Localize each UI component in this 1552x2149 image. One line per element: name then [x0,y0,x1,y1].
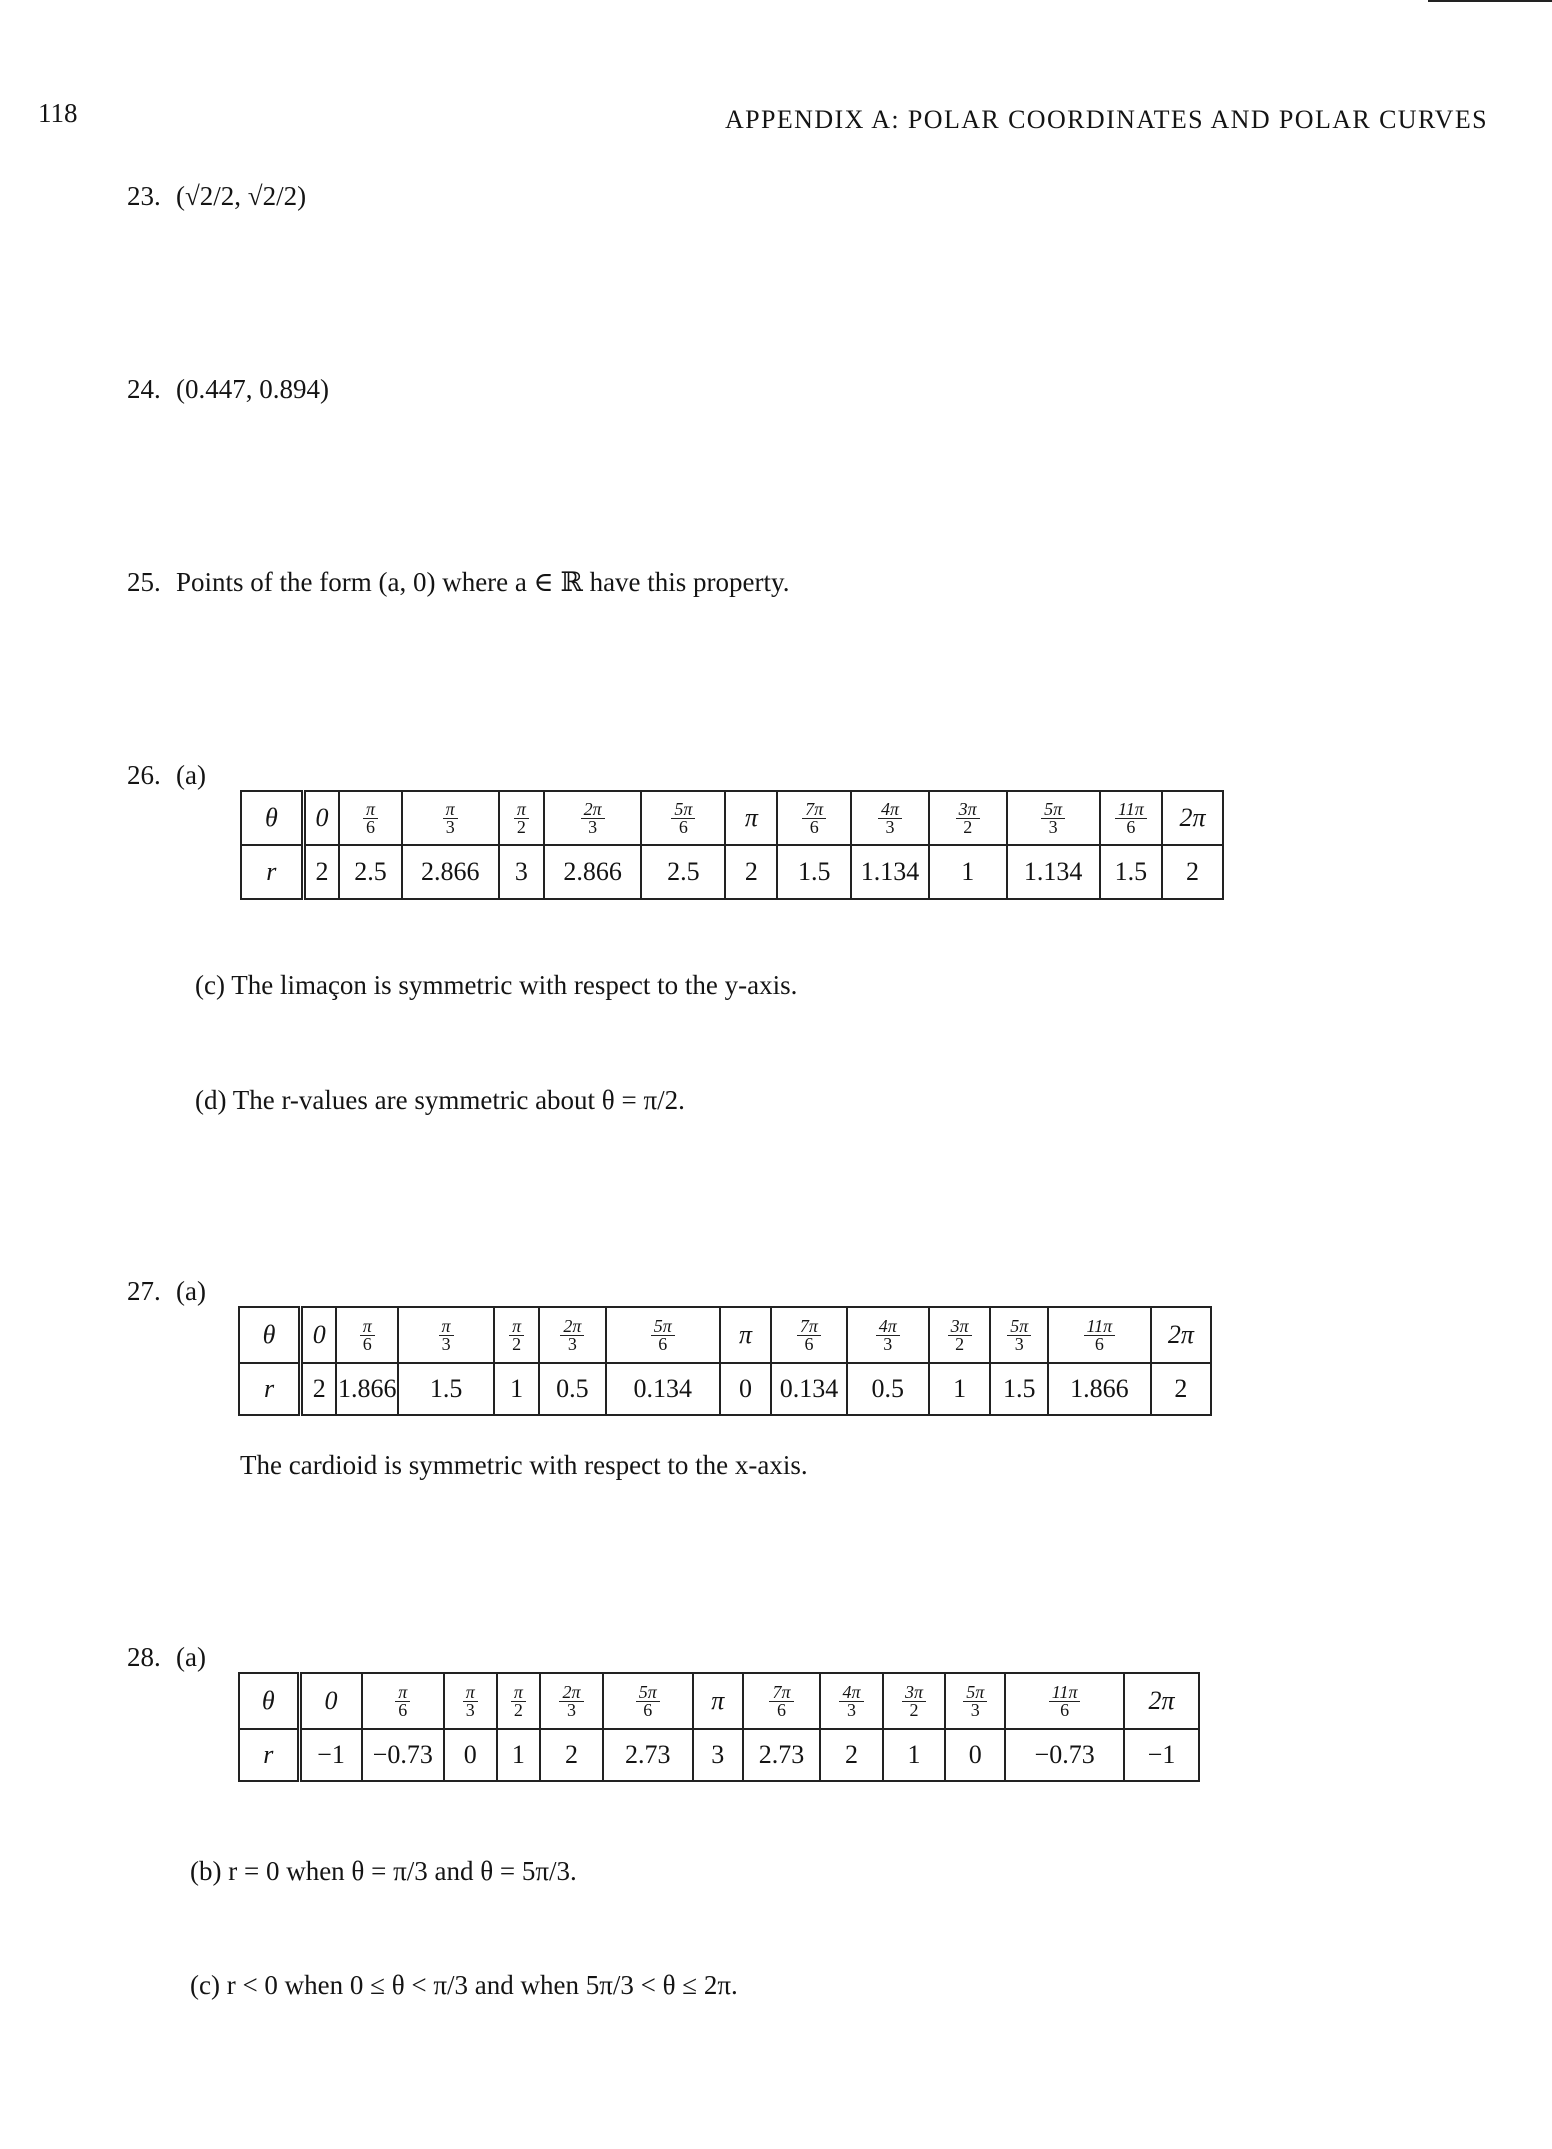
problem-number: 27. [127,1276,161,1306]
fraction: $\frac{2\pi}{3}$ [581,801,605,836]
theta-row [241,791,1223,845]
theta-cell: π [720,1307,771,1363]
r-row-label: r [241,845,303,899]
theta-cell [1100,791,1162,845]
r-cell: 2.73 [743,1729,821,1781]
theta-cell [499,791,544,845]
fraction: $\frac{\pi}{3}$ [439,1318,454,1353]
theta-row-label: θ [239,1307,301,1363]
r-cell: 2 [303,845,339,899]
fraction: $\frac{2\pi}{3}$ [560,1318,584,1353]
theta-cell [402,791,499,845]
theta-row-label: θ [241,791,303,845]
r-cell: 2.5 [339,845,401,899]
problem-number: 23. [127,181,161,211]
theta-cell: 2π [1124,1673,1199,1729]
answer-text: (√2/2, √2/2) [176,181,307,211]
theta-cell [771,1307,847,1363]
fraction: $\frac{4\pi}{3}$ [839,1684,863,1719]
problem-number: 25. [127,567,161,597]
running-header: APPENDIX A: POLAR COORDINATES AND POLAR CURVES [725,105,1488,134]
theta-cell [606,1307,720,1363]
r-cell: 0.5 [539,1363,606,1415]
fraction: $\frac{11\pi}{6}$ [1049,1684,1081,1719]
theta-cell [1005,1673,1124,1729]
r-cell: 2.73 [603,1729,693,1781]
r-cell: 0.134 [771,1363,847,1415]
theta-cell [540,1673,603,1729]
theta-cell [929,1307,991,1363]
problem-26-c: (c) The limaçon is symmetric with respect to the y-axis. [195,970,798,1000]
r-row [239,1729,1199,1781]
theta-cell [603,1673,693,1729]
r-cell: −0.73 [362,1729,445,1781]
theta-cell [883,1673,946,1729]
problem-27-note: The cardioid is symmetric with respect to the x-axis. [240,1450,808,1480]
fraction: $\frac{7\pi}{6}$ [802,801,826,836]
fraction: $\frac{5\pi}{3}$ [1041,801,1065,836]
fraction: $\frac{5\pi}{6}$ [651,1318,675,1353]
theta-cell [641,791,725,845]
r-cell: 1.5 [777,845,851,899]
fraction: $\frac{\pi}{2}$ [509,1318,524,1353]
part-label: (a) [176,760,206,790]
fraction: $\frac{\pi}{3}$ [463,1684,478,1719]
theta-cell [544,791,641,845]
r-cell: 2.866 [402,845,499,899]
r-cell: 1.5 [1100,845,1162,899]
fraction: $\frac{\pi}{6}$ [360,1318,375,1353]
theta-cell: 2π [1162,791,1223,845]
r-cell: 1 [494,1363,539,1415]
problem-number: 28. [127,1642,161,1672]
page-number: 118 [38,98,78,128]
problem-number: 26. [127,760,161,790]
r-cell: 1 [883,1729,946,1781]
theta-cell [929,791,1007,845]
r-cell: 2.866 [544,845,641,899]
r-cell: −0.73 [1005,1729,1124,1781]
r-cell: 1 [929,1363,991,1415]
answer-text: Points of the form (a, 0) where a ∈ ℝ have this property. [176,567,790,597]
problem-26-d: (d) The r-values are symmetric about θ = π/2. [195,1085,685,1115]
r-cell: 1.134 [851,845,929,899]
problem-23 [127,181,306,212]
r-cell: 0 [444,1729,497,1781]
theta-cell: π [725,791,777,845]
fraction: $\frac{7\pi}{6}$ [797,1318,821,1353]
fraction: $\frac{\pi}{6}$ [395,1684,410,1719]
r-cell: 0.134 [606,1363,720,1415]
theta-cell: 0 [299,1673,362,1729]
problem-number: 24. [127,374,161,404]
fraction: $\frac{5\pi}{6}$ [636,1684,660,1719]
r-cell: 3 [499,845,544,899]
theta-cell: 0 [301,1307,337,1363]
theta-cell [990,1307,1048,1363]
answer-text: (0.447, 0.894) [176,374,329,404]
theta-cell [336,1307,398,1363]
theta-cell [820,1673,883,1729]
theta-cell [945,1673,1005,1729]
theta-cell [494,1307,539,1363]
r-cell: 2.5 [641,845,725,899]
fraction: $\frac{\pi}{2}$ [514,801,529,836]
fraction: $\frac{11\pi}{6}$ [1115,801,1147,836]
r-row [241,845,1223,899]
r-cell: 2 [725,845,777,899]
r-cell: 0 [720,1363,771,1415]
fraction: $\frac{3\pi}{2}$ [948,1318,972,1353]
fraction: $\frac{\pi}{3}$ [443,801,458,836]
problem-26 [127,760,206,791]
r-cell: 2 [301,1363,337,1415]
problem-28 [127,1642,206,1673]
r-cell: 1.866 [1048,1363,1151,1415]
fraction: $\frac{2\pi}{3}$ [559,1684,583,1719]
theta-cell [1048,1307,1151,1363]
theta-cell: 0 [303,791,339,845]
r-row [239,1363,1211,1415]
problem-28-c: (c) r < 0 when 0 ≤ θ < π/3 and when 5π/3 < θ ≤ 2π. [190,1970,738,2000]
problem-25 [127,567,790,598]
r-row-label: r [239,1363,301,1415]
fraction: $\frac{5\pi}{6}$ [671,801,695,836]
theta-cell: π [693,1673,743,1729]
theta-cell [539,1307,606,1363]
r-cell: 2 [1151,1363,1211,1415]
values-table-28 [238,1672,1200,1782]
theta-cell [743,1673,821,1729]
theta-cell [777,791,851,845]
theta-cell [444,1673,497,1729]
problem-24 [127,374,329,405]
r-cell: 2 [820,1729,883,1781]
theta-cell [339,791,401,845]
r-cell: 0.5 [847,1363,929,1415]
r-cell: 1 [929,845,1007,899]
r-cell: 0 [945,1729,1005,1781]
values-table-26 [240,790,1224,900]
r-cell: −1 [299,1729,362,1781]
theta-cell: 2π [1151,1307,1211,1363]
values-table-27 [238,1306,1212,1416]
top-rule [1428,0,1552,2]
theta-cell [851,791,929,845]
fraction: $\frac{3\pi}{2}$ [956,801,980,836]
theta-cell [1007,791,1100,845]
problem-28-b: (b) r = 0 when θ = π/3 and θ = 5π/3. [190,1856,577,1886]
theta-row [239,1307,1211,1363]
fraction: $\frac{\pi}{2}$ [511,1684,526,1719]
r-cell: −1 [1124,1729,1199,1781]
theta-cell [362,1673,445,1729]
r-cell: 2 [1162,845,1223,899]
problem-27 [127,1276,206,1307]
fraction: $\frac{5\pi}{3}$ [1007,1318,1031,1353]
r-cell: 1.5 [990,1363,1048,1415]
fraction: $\frac{4\pi}{3}$ [878,801,902,836]
r-cell: 1.866 [336,1363,398,1415]
fraction: $\frac{7\pi}{6}$ [769,1684,793,1719]
r-cell: 2 [540,1729,603,1781]
part-label: (a) [176,1642,206,1672]
r-row-label: r [239,1729,299,1781]
theta-cell [847,1307,929,1363]
r-cell: 1.5 [398,1363,494,1415]
fraction: $\frac{3\pi}{2}$ [902,1684,926,1719]
r-cell: 1 [497,1729,541,1781]
fraction: $\frac{11\pi}{6}$ [1084,1318,1116,1353]
part-label: (a) [176,1276,206,1306]
fraction: $\frac{\pi}{6}$ [363,801,378,836]
fraction: $\frac{4\pi}{3}$ [876,1318,900,1353]
fraction: $\frac{5\pi}{3}$ [963,1684,987,1719]
theta-cell [398,1307,494,1363]
theta-cell [497,1673,541,1729]
r-cell: 1.134 [1007,845,1100,899]
theta-row-label: θ [239,1673,299,1729]
theta-row [239,1673,1199,1729]
r-cell: 3 [693,1729,743,1781]
